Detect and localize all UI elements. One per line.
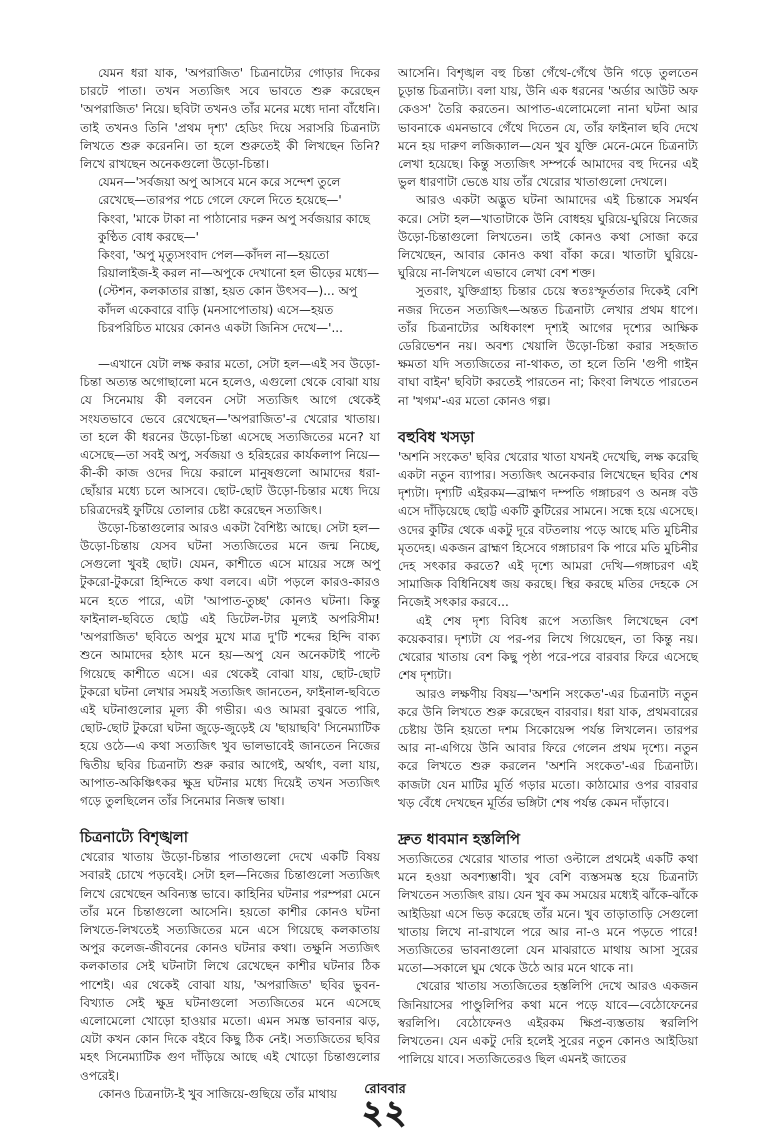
quote-paragraph: যেমন—'সর্বজয়া অপু আসবে মনে করে সন্দেশ তুলে রেখেছে—তারপর পচে গেলে ফেলে দিতে হয়েছে—' [98, 175, 342, 208]
section-heading: চিত্রনাট্যে বিশৃঙ্খলা [80, 830, 188, 847]
quote-paragraph: কিংবা, 'মাকে টাকা না পাঠানোর দরুন অপু সর্বজয়ার কাছে কুণ্ঠিত বোধ করছে—' [98, 211, 370, 244]
spacer [398, 410, 698, 428]
right-column [398, 64, 698, 1068]
section-heading: বহুবিধ খসড়া [398, 429, 475, 446]
paragraph: সত্যজিতের খেরোর খাতার পাতা ওল্টালে প্রথমেই একটি কথা মনে হওয়া অবশ্যম্ভাবী। খুব বেশি ব্যস্তসমস্ত হয়ে চিত্রনাট্য লিখতেন সত্যজিৎ রায়। যেন খুব কম সময়ের মধ্যেই ঝাঁকে-ঝাঁকে আইডিয়া এসে ভিড় করেছে তাঁর মনে। খুব তাড়াতাড়ি সেগুলো খাতায় লিখে না-রাখলে পরে আর না-ও মনে পড়তে পারে! সত্যজিতের ভাবনাগুলো যেন মাঝরাতে মাথায় আসা সুরের মতো—সকালে ঘুম থেকে উঠে আর মনে থাকে না। [398, 851, 698, 976]
paragraph: এই শেষ দৃশ্য বিবিধ রূপে সত্যজিৎ লিখেছেন বেশ কয়েকবার। দৃশ্যটা যে পর-পর লিখে গিয়েছেন, তা কিন্তু নয়। খেরোর খাতায় বেশ কিছু পৃষ্ঠা পরে-পরে বারবার ফিরে এসেছে শেষ দৃশ্যটা। [398, 613, 698, 683]
paragraph: কোনও চিত্রনাট্য-ই খুব সাজিয়ে-গুছিয়ে তাঁর মাথায় [98, 1086, 337, 1101]
paragraph: খেরোর খাতায় উড়ো-চিন্তার পাতাগুলো দেখে একটি বিষয় সবারই চোখে পড়বেই। সেটা হল—নিজের চিন্তাগুলো সত্যজিৎ লিখে রেখেছেন অবিন্যস্ত ভাবে। কাহিনির ঘটনার পরম্পরা মেনে তাঁর মনে চিন্তাগুলো আসেনি। হয়তো কাশীর কোনও ঘটনা লিখতে-লিখতেই সত্যজিতের মনে এসে গিয়েছে কলকাতায় অপুর কলেজ-জীবনের কোনও ঘটনার কথা। তক্ষুনি সত্যজিৎ কলকাতার সেই ঘটনাটা লিখে রেখেছেন কাশীর ঘটনার ঠিক পাশেই। এর থেকেই বোঝা যায়, 'অপরাজিত' ছবির ভুবন-বিখ্যাত সেই ক্ষুদ্র ঘটনাগুলো সত্যজিতের মনে এসেছে এলোমেলো খোড়ো হাওয়ার মতো। এমন সমস্ত ভাবনার ঝড়, যেটা কখন কোন দিকে বইবে কিছু ঠিক নেই। সত্যজিতের ছবির মহৎ সিনেম্যাটিক গুণ দাঁড়িয়ে আছে এই খোড়ো চিন্তাগুলোর ওপরেই। [80, 850, 380, 1083]
paragraph: উড়ো-চিন্তাগুলোর আরও একটা বৈশিষ্ট্য আছে। সেটা হল—উড়ো-চিন্তায় যেসব ঘটনা সত্যজিতের মনে জন্ম নিচ্ছে, সেগুলো খুবই ছোট। যেমন, কাশীতে এসে মায়ের সঙ্গে অপু টুকরো-টুকরো হিন্দিতে কথা বলবে। এটা পড়লে কারও-কারও মনে হতে পারে, এটা 'আপাত-তুচ্ছ' কোনও ঘটনা। কিন্তু ফাইনাল-ছবিতে ছোট্ট এই ডিটেল-টার মূল্যই অপরিসীম! 'অপরাজিত' ছবিতে অপুর মুখে মাত্র দু'টি শব্দের হিন্দি বাক্য শুনে আমাদের হঠাৎ মনে হয়—অপু যেন অনেকটাই পাল্টে গিয়েছে কাশীতে এসে। এর থেকেই বোঝা যায়, ছোট-ছোট টুকরো ঘটনা লেখার সময়ই সত্যজিৎ জানতেন, ফাইনাল-ছবিতে এই ঘটনাগুলোর মূল্য কী গভীর। এও আমরা বুঝতে পারি, ছোট-ছোট টুকরো ঘটনা জুড়ে-জুড়েই যে 'ছায়াছবি' সিনেম্যাটিক হয়ে ওঠে—এ কথা সত্যজিৎ খুব ভালভাবেই জানতেন নিজের দ্বিতীয় ছবির চিত্রনাট্য শুরু করার আগেই, অর্থাৎ, বলা যায়, আপাত-অকিঞ্চিৎকর ক্ষুদ্র ঘটনার মধ্যে দিয়েই তখন সত্যজিৎ গড়ে তুলছিলেন তাঁর সিনেমার নিজস্ব ভাষা। [80, 520, 380, 808]
paragraph: আসেনি। বিশৃঙ্খল বহু চিন্তা গেঁথে-গেঁথে উনি গড়ে তুলতেন চূড়ান্ত চিত্রনাট্য। বলা যায়, উনি এক ধরনের 'অর্ডার আউট অফ কেওস' তৈরি করতেন। আপাত-এলোমেলো নানা ঘটনা আর ভাবনাকে এমনভাবে গেঁথে দিতেন যে, তাঁর ফাইনাল ছবি দেখে মনে হয় দারুণ লজিক্যাল—যেন খুব যুক্তি মেনে-মেনে চিত্রনাট্য লেখা হয়েছে। কিন্তু সত্যজিৎ সম্পর্কে আমাদের বহু দিনের এই ভুল ধারণাটা ভেঙে যায় তাঁর খেরোর খাতাগুলো দেখলে। [398, 66, 698, 190]
quote-paragraph: কিংবা, 'অপু মৃত্যুসংবাদ পেল—কাঁদল না—হয়তো রিয়ালাইজ-ই করল না—অপুকে দেখানো হল ভীড়ের মধ্যে—(স্টেশন, কলকাতার রাস্তা, হয়ত কোন উৎসব—)... অপু কাঁদল একেবারে বাড়ি (মনসাপোতায়) এসে—হয়ত চিরপরিচিত মায়ের কোনও একটা জিনিস দেখে—'... [98, 248, 380, 335]
section-heading: দ্রুত ধাবমান হস্তলিপি [398, 831, 521, 848]
paragraph: 'অশনি সংকেত' ছবির খেরোর খাতা যখনই দেখেছি, লক্ষ করেছি একটা নতুন ব্যাপার। সত্যজিৎ অনেকবার লিখেছেন ছবির শেষ দৃশ্যটা। দৃশ্যটি এইরকম—ব্রাহ্মণ দম্পতি গঙ্গাচরণ ও অনঙ্গ বউ এসে দাঁড়িয়েছে ছোট্ট একটি কুটিরের সামনে। সন্ধে হয়ে এসেছে। ওদের কুটির থেকে একটু দূরে বটতলায় পড়ে আছে মতি মুচিনীর মৃতদেহ। একজন ব্রাহ্মণ হিসেবে গঙ্গাচারণ কি পারে মতি মুচিনীর দেহ সৎকার করতে? এই দৃশ্যে আমরা দেখি—গঙ্গাচরণ এই সামাজিক বিধিনিষেধ জয় করছে। স্থির করছে মতির দেহকে সে নিজেই সৎকার করবে... [398, 449, 698, 610]
spacer [80, 337, 380, 355]
paragraph: আরও একটা অদ্ভুত ঘটনা আমাদের এই চিন্তাকে সমর্থন করে। সেটা হল—খাতাটাকে উনি বোধহয় ঘুরিয়ে-ঘুরিয়ে নিজের উড়ো-চিন্তাগুলো লিখতেন। তাই কোনও কথা সোজা করে লিখেছেন, আবার কোনও কথা বাঁকা করে। খাতাটা ঘুরিয়ে-ঘুরিয়ে না-লিখলে এভাবে লেখা বেশ শক্ত। [398, 193, 698, 281]
paragraph: আরও লক্ষণীয় বিষয়—'অশনি সংকেত'-এর চিত্রনাট্য নতুন করে উনি লিখতে শুরু করেছেন বারবার। ধরা যাক, প্রথমবারের চেষ্টায় উনি হয়তো দশম সিকোয়েন্স পর্যন্ত লিখলেন। তারপর আর না-এগিয়ে উনি আবার ফিরে গেলেন প্রথম দৃশ্যে। নতুন করে লিখতে শুরু করলেন 'অশনি সংকেত'-এর চিত্রনাট্য। কাজটা যেন মাটির মূর্তি গড়ার মতো। কাঠামোর ওপর বারবার খড় বেঁধে দেখছেন মূর্তির ভঙ্গিটা শেষ পর্যন্ত কেমন দাঁড়াবে। [398, 686, 698, 810]
paragraph: সুতরাং, যুক্তিগ্রাহ্য চিন্তার চেয়ে স্বতঃস্ফূর্ততার দিকেই বেশি নজর দিতেন সত্যজিৎ—অন্তত চিত্রনাট্য লেখার প্রথম ধাপে। তাঁর চিত্রনাট্যের অধিকাংশ দৃশ্যই আগের দৃশ্যের আক্ষিক ডেরিভেশন নয়। অবশ্য খেয়ালি উড়ো-চিন্তা করার সহজাত ক্ষমতা যদি সত্যজিতের না-থাকত, তা হলে তিনি 'গুপী গাইন বাঘা বাইন' ছবিটা করতেই পারতেন না; কিংবা লিখতে পারতেন না 'খগম'-এর মতো কোনও গল্প। [398, 284, 698, 408]
paragraph: —এখানে যেটা লক্ষ করার মতো, সেটা হল—এই সব উড়ো-চিন্তা অত্যন্ত অগোছালো মনে হলেও, এগুলো থেকে বোঝা যায় যে সিনেমায় কী বলবেন সেটা সত্যজিৎ আগে থেকেই সংযতভাবে ভেবে রেখেছেন—'অপরাজিত'-র খেরোর খাতায়। তা হলে কী ধরনের উড়ো-চিন্তা এসেছে সত্যজিতের মনে? যা এসেছে—তা সবই অপু, সর্বজয়া ও হরিহরের কার্যকলাপ নিয়ে—কী-কী কাজ ওদের দিয়ে করালে মানুষগুলো আমাদের ধরা-ছোঁয়ার মধ্যে চলে আসবে। ছোট-ছোট উড়ো-চিন্তার মধ্যে দিয়ে চরিত্রদেরই ফুটিয়ে তোলার চেষ্টা করেছেন সত্যজিৎ। [80, 357, 380, 517]
spacer [80, 810, 380, 828]
footer-label: রোববার [364, 1082, 406, 1097]
paragraph: যেমন ধরা যাক, 'অপরাজিত' চিত্রনাট্যের গোড়ার দিকের চারটে পাতা। তখন সত্যজিৎ সবে ভাবতে শুরু করেছেন 'অপরাজিত' নিয়ে। ছবিটা তখনও তাঁর মনের মধ্যে দানা বাঁধেনি। তাই তখনও তিনি 'প্রথম দৃশ্য' হেডিং দিয়ে সরাসরি চিত্রনাট্য লিখতে শুরু করেননি। তা হলে শুরুতেই কী লিখছেন তিনি? লিখে রাখছেন অনেকগুলো উড়ো-চিন্তা। [80, 66, 380, 172]
spacer [398, 812, 698, 830]
left-column [80, 64, 380, 1103]
page-number: ২২ [362, 1093, 408, 1131]
paragraph: খেরোর খাতায় সত্যজিতের হস্তলিপি দেখে আরও একজন জিনিয়াসের পাণ্ডুলিপির কথা মনে পড়ে যাবে—বেঠোফেনের স্বরলিপি। বেঠোফেনও এইরকম ক্ষিপ্র-ব্যস্ততায় স্বরলিপি লিখতেন। যেন একটু দেরি হলেই সুরের নতুন কোনও আইডিয়া পালিয়ে যাবে। সত্যজিতেরও ছিল এমনই জাতের [398, 979, 698, 1067]
